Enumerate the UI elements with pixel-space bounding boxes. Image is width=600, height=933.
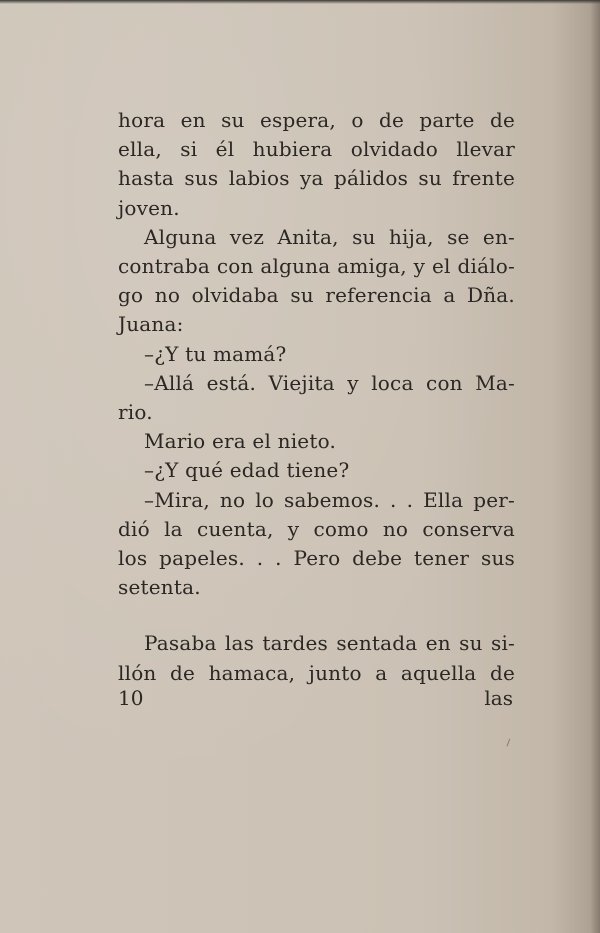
paragraph — [118, 106, 515, 223]
paragraph — [118, 427, 515, 456]
page-top-shadow — [0, 0, 600, 4]
text-line: joven. — [118, 195, 180, 220]
paragraph — [118, 629, 515, 687]
text-line: Alguna vez Anita, su hija, se en- — [144, 224, 515, 249]
text-line: Pasaba las tardes sentada en su si- — [144, 631, 515, 656]
text-line: Mario era el nieto. — [144, 429, 337, 454]
text-line: –¿Y tu mamá? — [144, 341, 287, 366]
text-line: –¿Y qué edad tiene? — [144, 458, 350, 483]
paragraph — [118, 223, 515, 340]
catchword: las — [484, 686, 513, 710]
paragraph — [118, 340, 515, 369]
body-text — [118, 106, 515, 688]
text-line: ella, si él hubiera olvidado llevar — [118, 137, 515, 162]
text-line: contraba con alguna amiga, y el diálo- — [118, 254, 515, 279]
paragraph — [118, 369, 515, 427]
text-line: –Mira, no lo sabemos. . . Ella per- — [144, 487, 515, 512]
text-line: llón de hamaca, junto a aquella de — [118, 660, 515, 685]
section-break — [118, 602, 515, 629]
text-line: setenta. — [118, 575, 201, 600]
text-line: go no olvidaba su referencia a Dña. — [118, 283, 515, 308]
text-line: dió la cuenta, y como no conserva — [118, 516, 515, 541]
paragraph — [118, 456, 515, 485]
text-line: los papeles. . . Pero debe tener sus — [118, 546, 515, 571]
text-line: rio. — [118, 400, 153, 425]
stray-mark — [504, 738, 510, 747]
text-line: –Allá está. Viejita y loca con Ma- — [144, 370, 515, 395]
text-line: hasta sus labios ya pálidos su frente — [118, 166, 515, 191]
paragraph — [118, 486, 515, 603]
page-gutter-shadow — [590, 0, 600, 933]
page-number: 10 — [118, 686, 144, 710]
text-line: Juana: — [118, 312, 184, 337]
text-line: hora en su espera, o de parte de — [118, 108, 515, 132]
